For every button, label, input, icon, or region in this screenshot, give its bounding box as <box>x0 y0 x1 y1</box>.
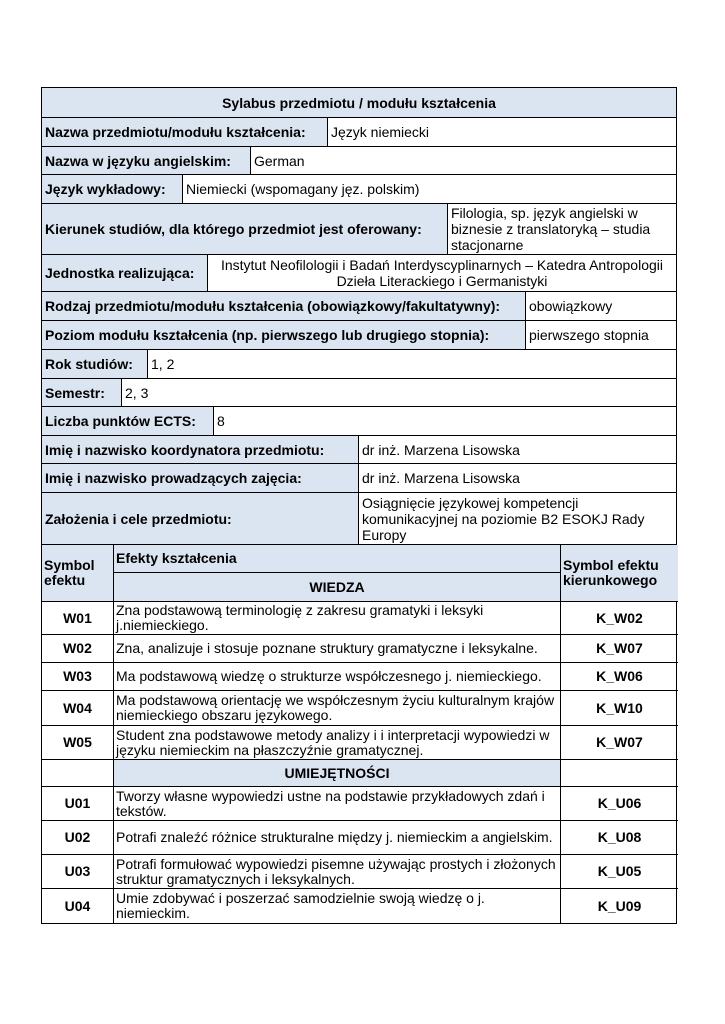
effect-symbol: W01 <box>42 602 114 635</box>
direction-symbol: K_W10 <box>561 691 678 726</box>
effect-text: Umie zdobywać i poszerzać samodzielnie swoją wiedzę o j. niemieckim. <box>114 889 561 923</box>
direction-symbol: K_W06 <box>561 663 678 691</box>
field-label: Jednostka realizująca: <box>42 255 208 291</box>
effect-symbol: W04 <box>42 691 114 726</box>
field-value: dr inż. Marzena Lisowska <box>359 436 676 463</box>
field-row-unit <box>41 255 677 292</box>
field-label: Nazwa w języku angielskim: <box>42 147 251 174</box>
field-row-semester <box>41 379 677 407</box>
field-label: Semestr: <box>42 379 122 406</box>
field-value: Język niemiecki <box>328 118 676 146</box>
effect-symbol: U01 <box>42 787 114 821</box>
syllabus-document <box>41 87 677 924</box>
effect-text: Ma podstawową orientację we współczesnym życiu kulturalnym krajów niemieckiego obszaru językowego. <box>114 691 561 726</box>
direction-symbol: K_U09 <box>597 897 642 914</box>
field-value: Osiągnięcie językowej kompetencji komunikacyjnej na poziomie B2 ESOKJ Rady Europy <box>359 493 676 544</box>
effect-symbol: U04 <box>42 889 114 923</box>
field-value: German <box>251 147 676 174</box>
effect-symbol: W02 <box>42 635 114 663</box>
effect-text: Potrafi formułować wypowiedzi pisemne używając prostych i złożonych struktur gramatycznych i leksykalnych. <box>114 855 561 889</box>
field-value: 8 <box>214 407 676 435</box>
syllabus-title: Sylabus przedmiotu / modułu kształcenia <box>42 88 676 117</box>
field-value: Filologia, sp. język angielski w biznesie z translatoryką – studia stacjonarne <box>448 204 676 254</box>
field-label: Kierunek studiów, dla którego przedmiot jest oferowany: <box>42 204 448 254</box>
field-label: Rok studiów: <box>42 350 148 378</box>
field-row-language <box>41 175 677 204</box>
section-skills: UMIEJĘTNOŚCI <box>114 760 561 787</box>
direction-symbol: K_U06 <box>561 787 678 821</box>
field-value: Niemiecki (wspomagany jęz. polskim) <box>183 175 676 203</box>
effect-text: Potrafi znaleźć różnice strukturalne między j. niemieckim a angielskim. <box>114 821 561 855</box>
effect-text: Zna, analizuje i stosuje poznane struktury gramatyczne i leksykalne. <box>114 635 561 663</box>
effect-text: Zna podstawową terminologię z zakresu gramatyki i leksyki j.niemieckiego. <box>114 602 561 635</box>
field-value: 1, 2 <box>148 350 676 378</box>
empty-cell <box>42 760 114 787</box>
field-label: Nazwa przedmiotu/modułu kształcenia: <box>42 118 328 146</box>
field-label: Rodzaj przedmiotu/modułu kształcenia (obowiązkowy/fakultatywny): <box>42 292 526 320</box>
effect-text: Ma podstawową wiedzę o strukturze współczesnego j. niemieckiego. <box>114 663 561 691</box>
direction-symbol: K_W07 <box>561 635 678 663</box>
effect-text: Student zna podstawowe metody analizy i i interpretacji wypowiedzi w języku niemieckim na płaszczyźnie gramatycznej. <box>114 726 561 760</box>
col-header-effects: Efekty kształcenia <box>114 545 561 573</box>
field-label: Imię i nazwisko koordynatora przedmiotu: <box>42 436 359 463</box>
field-row-goals <box>41 493 677 545</box>
direction-symbol: K_W07 <box>561 726 678 760</box>
syllabus-title-row <box>41 87 677 118</box>
direction-symbol: K_W02 <box>561 602 678 635</box>
field-row-english-name <box>41 147 677 175</box>
field-row-lecturers <box>41 464 677 493</box>
section-knowledge: WIEDZA <box>114 573 561 602</box>
direction-symbol: K_U08 <box>561 821 678 855</box>
field-label: Poziom modułu kształcenia (np. pierwszego lub drugiego stopnia): <box>42 321 526 349</box>
field-value: Instytut Neofilologii i Badań Interdyscyplinarnych – Katedra Antropologii Dzieła Literackiego i Germanistyki <box>208 255 676 291</box>
effect-symbol: W05 <box>42 726 114 760</box>
field-row-course <box>41 204 677 255</box>
field-row-name <box>41 118 677 147</box>
field-label: Imię i nazwisko prowadzących zajęcia: <box>42 464 359 492</box>
direction-symbol: K_U05 <box>561 855 678 889</box>
col-header-direction-symbol: Symbol efektu kierunkowego <box>561 545 678 602</box>
effect-symbol: U02 <box>42 821 114 855</box>
field-value: 2, 3 <box>122 379 676 406</box>
learning-effects-table <box>41 545 677 924</box>
effect-symbol: W03 <box>42 663 114 691</box>
effect-text: Tworzy własne wypowiedzi ustne na podstawie przykładowych zdań i tekstów. <box>114 787 561 821</box>
field-value: pierwszego stopnia <box>526 321 676 349</box>
field-row-type <box>41 292 677 321</box>
empty-cell <box>561 760 678 787</box>
field-row-ects <box>41 407 677 436</box>
field-value: obowiązkowy <box>526 292 676 320</box>
effect-symbol: U03 <box>42 855 114 889</box>
col-header-symbol: Symbol efektu <box>42 545 114 602</box>
field-label: Założenia i cele przedmiotu: <box>42 493 359 544</box>
field-value: dr inż. Marzena Lisowska <box>359 464 676 492</box>
field-label: Język wykładowy: <box>42 175 183 203</box>
field-row-level <box>41 321 677 350</box>
field-row-year <box>41 350 677 379</box>
field-row-coordinator <box>41 436 677 464</box>
field-label: Liczba punktów ECTS: <box>42 407 214 435</box>
